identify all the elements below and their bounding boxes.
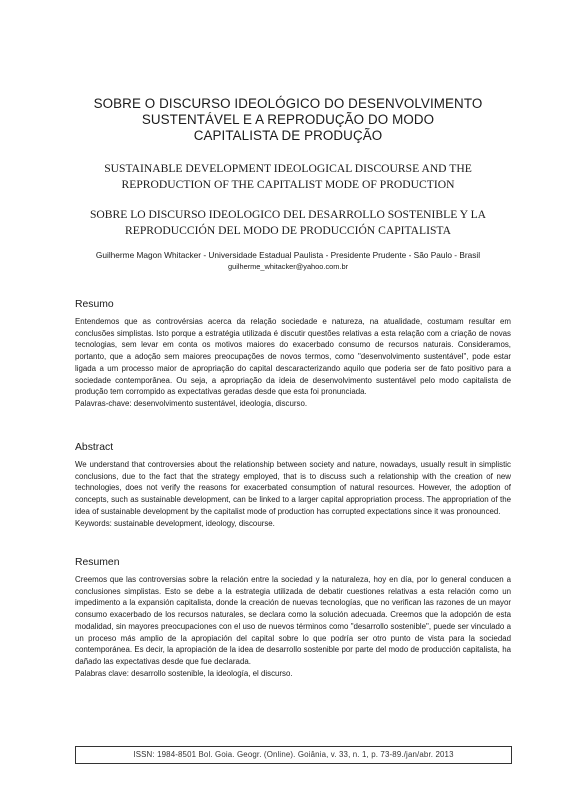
abstract-text: We understand that controversies about the relationship between society and nature, nowadays, usually result in simplistic conclusions, due to the fact that the strategy employed, that is to discuss such a relationship with the creation of new technologies, does not verify the reasons for exacerbated consumption of natural resources. However, the adoption of concepts, such as sustainable development, can be linked to a larger capital appropriation process. The appropriation of the idea of sustainable development by the capitalist mode of production has corrupted expectations since it was pronounced.: [75, 460, 511, 516]
resumo-text: Entendemos que as controvérsias acerca da relação sociedade e natureza, na atualidade, costumam resultar em conclusões simplistas. Isto porque a estratégia utilizada é discutir questões relativas a esta relação com a criação de novas tecnologias, sem levar em conta os motivos maiores do exacerbado consumo de recursos naturais. Consideramos, portanto, que a adoção sem maiores preocupações de novos termos, como "desenvolvimento sustentável", pode estar ligada a um processo maior de apropriação do capital descaracterizando aquilo que poderia ser de fato positivo para a sociedade contemporânea. Ou seja, a apropriação da ideia de desenvolvimento sustentável pelo modo capitalista de produção tem corrompido as expectativas geradas desde que esta foi pronunciada.: [75, 317, 511, 397]
resumo-section: [75, 316, 511, 410]
resumen-keywords: Palabras clave: desarrollo sostenible, la ideología, el discurso.: [75, 668, 293, 678]
title-spanish: [60, 207, 516, 239]
title-spanish-line: SOBRE LO DISCURSO IDEOLOGICO DEL DESARROLLO SOSTENIBLE Y LA: [89, 208, 487, 221]
title-portuguese-line: SOBRE O DISCURSO IDEOLÓGICO DO DESENVOLVIMENTO: [93, 96, 483, 111]
title-english-line: REPRODUCTION OF THE CAPITALIST MODE OF PRODUCTION: [121, 178, 455, 191]
title-portuguese: [60, 96, 516, 144]
resumo-heading: Resumo: [75, 299, 114, 310]
resumen-heading: Resumen: [75, 557, 120, 568]
abstract-section: [75, 459, 511, 529]
footer-citation: ISSN: 1984-8501 Bol. Goia. Geogr. (Online). Goiânia, v. 33, n. 1, p. 73-89./jan/abr. 2013: [133, 750, 454, 759]
resumen-section: [75, 574, 511, 679]
resumo-keywords: Palavras-chave: desenvolvimento sustentável, ideologia, discurso.: [75, 398, 308, 408]
resumen-text: Creemos que las controversias sobre la relación entre la sociedad y la naturaleza, hoy en día, por lo general conducen a conclusiones simplistas. Esto se debe a la estrategia utilizada de debatir cuestiones relativas a esta relación como un impedimento a la expansión capitalista, donde la creación de nuevas tecnologías, que no verifican las razones de un mayor consumo exacerbado de los recursos naturales, se declara como la solución adecuada. Creemos que la adopción de esta modalidad, sin mayores preocupaciones con el uso de nuevos términos como "desarrollo sostenible", puede ser vinculado a un proceso más amplio de la apropiación del capital sobre lo que podría ser otro punto de vista para la sociedad contemporánea. Es decir, la apropiación de la idea de desarrollo sostenible por parte del modo de producción capitalista, ha dañado las expectativas desde que fue declarada.: [75, 575, 511, 666]
abstract-keywords: Keywords: sustainable development, ideology, discourse.: [75, 518, 275, 528]
title-portuguese-line: CAPITALISTA DE PRODUÇÃO: [193, 128, 383, 143]
title-english: [60, 161, 516, 193]
title-spanish-line: REPRODUCCIÓN DEL MODO DE PRODUCCIÓN CAPITALISTA: [125, 224, 451, 237]
abstract-heading: Abstract: [75, 442, 114, 453]
title-english-line: SUSTAINABLE DEVELOPMENT IDEOLOGICAL DISCOURSE AND THE: [104, 162, 472, 175]
author-email[interactable]: guilherme_whitacker@yahoo.com.br: [227, 262, 349, 271]
title-portuguese-line: SUSTENTÁVEL E A REPRODUÇÃO DO MODO: [141, 112, 435, 127]
author-affiliation: Guilherme Magon Whitacker - Universidade Estadual Paulista - Presidente Prudente - São Paulo - Brasil: [95, 250, 481, 260]
